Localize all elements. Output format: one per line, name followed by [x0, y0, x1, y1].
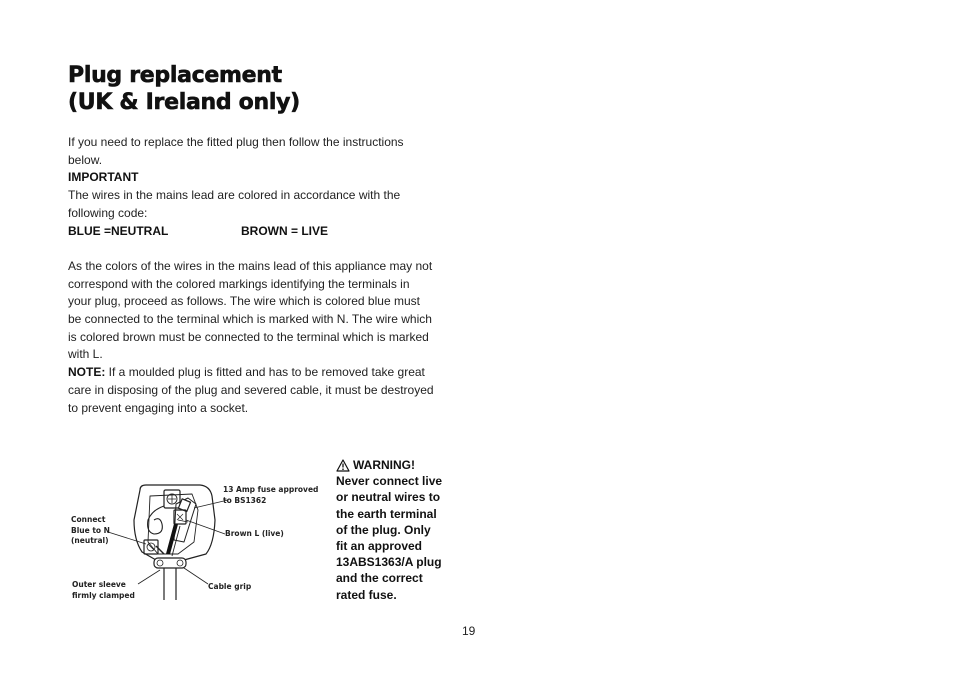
warning-line-3: the earth terminal — [336, 506, 437, 521]
title-line-1: Plug replacement — [68, 63, 282, 88]
plug-wiring-diagram — [60, 480, 330, 605]
cable-grip — [154, 558, 186, 568]
important-heading: IMPORTANT — [68, 170, 139, 185]
page-number: 19 — [462, 624, 476, 638]
warning-box — [336, 457, 454, 603]
colors-line-5: is colored brown must be connected to the terminal which is marked — [68, 329, 429, 344]
connect-blue-label: Connect Blue to N (neutral) — [71, 515, 110, 545]
page-title — [68, 62, 300, 116]
warning-line-6: 13ABS1363/A plug — [336, 555, 442, 570]
wires-line-2: following code: — [68, 205, 148, 220]
brown-live-code: BROWN = LIVE — [241, 223, 329, 238]
colors-line-4: be connected to the terminal which is marked with N. The wire which — [68, 312, 432, 327]
note-line-1 — [68, 364, 452, 382]
warning-heading — [336, 457, 454, 473]
warning-line-4: of the plug. Only — [336, 522, 431, 537]
warning-line-2: or neutral wires to — [336, 490, 441, 505]
title-line-2: (UK & Ireland only) — [68, 90, 300, 115]
colors-line-1: As the colors of the wires in the mains lead of this appliance may not — [68, 258, 433, 273]
warning-line-7: and the correct — [336, 571, 423, 586]
intro-line-2: below. — [68, 152, 103, 167]
warning-line-8: rated fuse. — [336, 587, 397, 602]
instructions-text — [68, 134, 452, 417]
colors-line-3: your plug, proceed as follows. The wire which is colored blue must — [68, 294, 420, 309]
warning-title: WARNING! — [353, 458, 415, 472]
colors-line-2: correspond with the colored markings identifying the terminals in — [68, 276, 410, 291]
spacer — [68, 240, 452, 258]
fuse-label: 13 Amp fuse approved to BS1362 — [223, 485, 319, 505]
outer-sleeve-label: Outer sleeve firmly clamped — [72, 580, 135, 600]
note-label: NOTE: — [68, 365, 106, 380]
wire-color-code — [68, 223, 452, 241]
intro-line-1: If you need to replace the fitted plug then follow the instructions — [68, 135, 404, 149]
note-line-3: to prevent engaging into a socket. — [68, 400, 249, 415]
warning-line-5: fit an approved — [336, 539, 423, 554]
brown-live-label: Brown L (live) — [225, 529, 284, 538]
colors-line-6: with L. — [68, 347, 103, 362]
wires-line-1: The wires in the mains lead are colored in accordance with the — [68, 188, 401, 203]
note-line-2: care in disposing of the plug and severed cable, it must be destroyed — [68, 382, 434, 397]
note-text-1: If a moulded plug is fitted and has to be removed take great — [105, 365, 425, 380]
blue-neutral-code: BLUE =NEUTRAL — [68, 223, 169, 238]
cable-grip-label: Cable grip — [208, 582, 252, 591]
warning-line-1: Never connect live — [336, 474, 443, 489]
warning-triangle-icon — [336, 459, 350, 472]
outer-cable — [164, 568, 176, 600]
